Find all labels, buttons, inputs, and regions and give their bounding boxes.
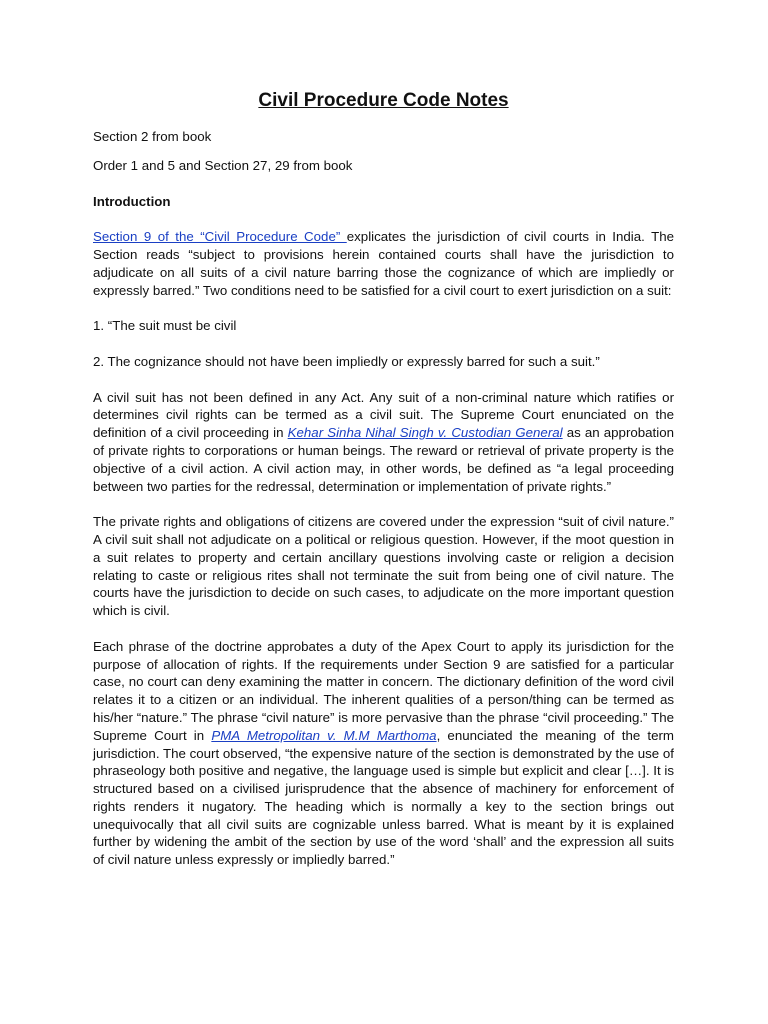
introduction-heading: Introduction (93, 193, 171, 209)
paragraph-civil-suit (93, 389, 674, 496)
pma-metropolitan-case-link[interactable]: PMA Metropolitan v. M.M Marthoma (211, 727, 437, 743)
paragraph-section-9 (93, 228, 674, 299)
section-9-link[interactable]: Section 9 of the “Civil Procedure Code” (93, 229, 347, 245)
paragraph-text: as an approbation of private rights to corporations or human beings. The reward or retrieval of private property is the objective of a civil action. A civil action may, in other words, be defined as “a legal proceeding between two parties for the redressal, determination or implementation of private rights.” (93, 425, 674, 494)
condition-1: 1. “The suit must be civil (93, 318, 237, 334)
paragraph-text: , enunciated the meaning of the term jurisdiction. The court observed, “the expensive nature of the section is demonstrated by the use of phraseology both positive and negative, the language used is simple but explicit and clear […]. It is structured based on a civilised jurisprudence that the absence of machinery for enforcement of rights renders it nugatory. The heading which is normally a key to the section brings out unequivocally that all civil suits are cognizable unless barred. What is meant by it is explained further by widening the ambit of the section by use of the word ‘shall’ and the expression all suits of civil nature unless expressly or impliedly barred.” (93, 727, 674, 868)
paragraph-text: Each phrase of the doctrine approbates a duty of the Apex Court to apply its jurisdiction for the purpose of allocation of rights. If the requirements under Section 9 are satisfied for a particular case, no court can deny examining the matter in concern. The dictionary definition of the word civil relates it to a citizen or an individual. The inherent qualities of a person/thing can be termed as his/her “nature.” The phrase “civil nature” is more pervasive than the phrase “civil proceeding.” The Supreme Court in (93, 638, 674, 743)
meta-line-orders: Order 1 and 5 and Section 27, 29 from book (93, 157, 353, 173)
kehar-sinha-case-link[interactable]: Kehar Sinha Nihal Singh v. Custodian General (287, 425, 563, 441)
condition-2: 2. The cognizance should not have been impliedly or expressly barred for such a suit.” (93, 353, 600, 369)
paragraph-private-rights: The private rights and obligations of citizens are covered under the expression “suit of civil nature.” A civil suit shall not adjudicate on a political or religious question. However, if the moot question in a suit relates to property and certain ancillary questions involving caste or religion a decision relating to caste or religious rites shall not terminate the suit from being one of civil nature. The courts have the jurisdiction to decide on such cases, to adjudicate on the more important question which is civil. (93, 514, 674, 619)
paragraph-text: A civil suit has not been defined in any Act. Any suit of a non-criminal nature which ratifies or determines civil rights can be termed as a civil suit. The Supreme Court enunciated on the definition of a civil proceeding in (93, 389, 674, 441)
paragraph-text: explicates the jurisdiction of civil courts in India. The Section reads “subject to provisions herein contained courts shall have the jurisdiction to adjudicate on all suits of a civil nature barring those the cognizance of which are impliedly or expressly barred.” Two conditions need to be satisfied for a civil court to exert jurisdiction on a suit: (93, 229, 674, 298)
paragraph-doctrine (93, 638, 674, 869)
meta-line-section-2: Section 2 from book (93, 129, 212, 144)
page-title: Civil Procedure Code Notes (258, 90, 509, 111)
document-page (93, 88, 674, 887)
